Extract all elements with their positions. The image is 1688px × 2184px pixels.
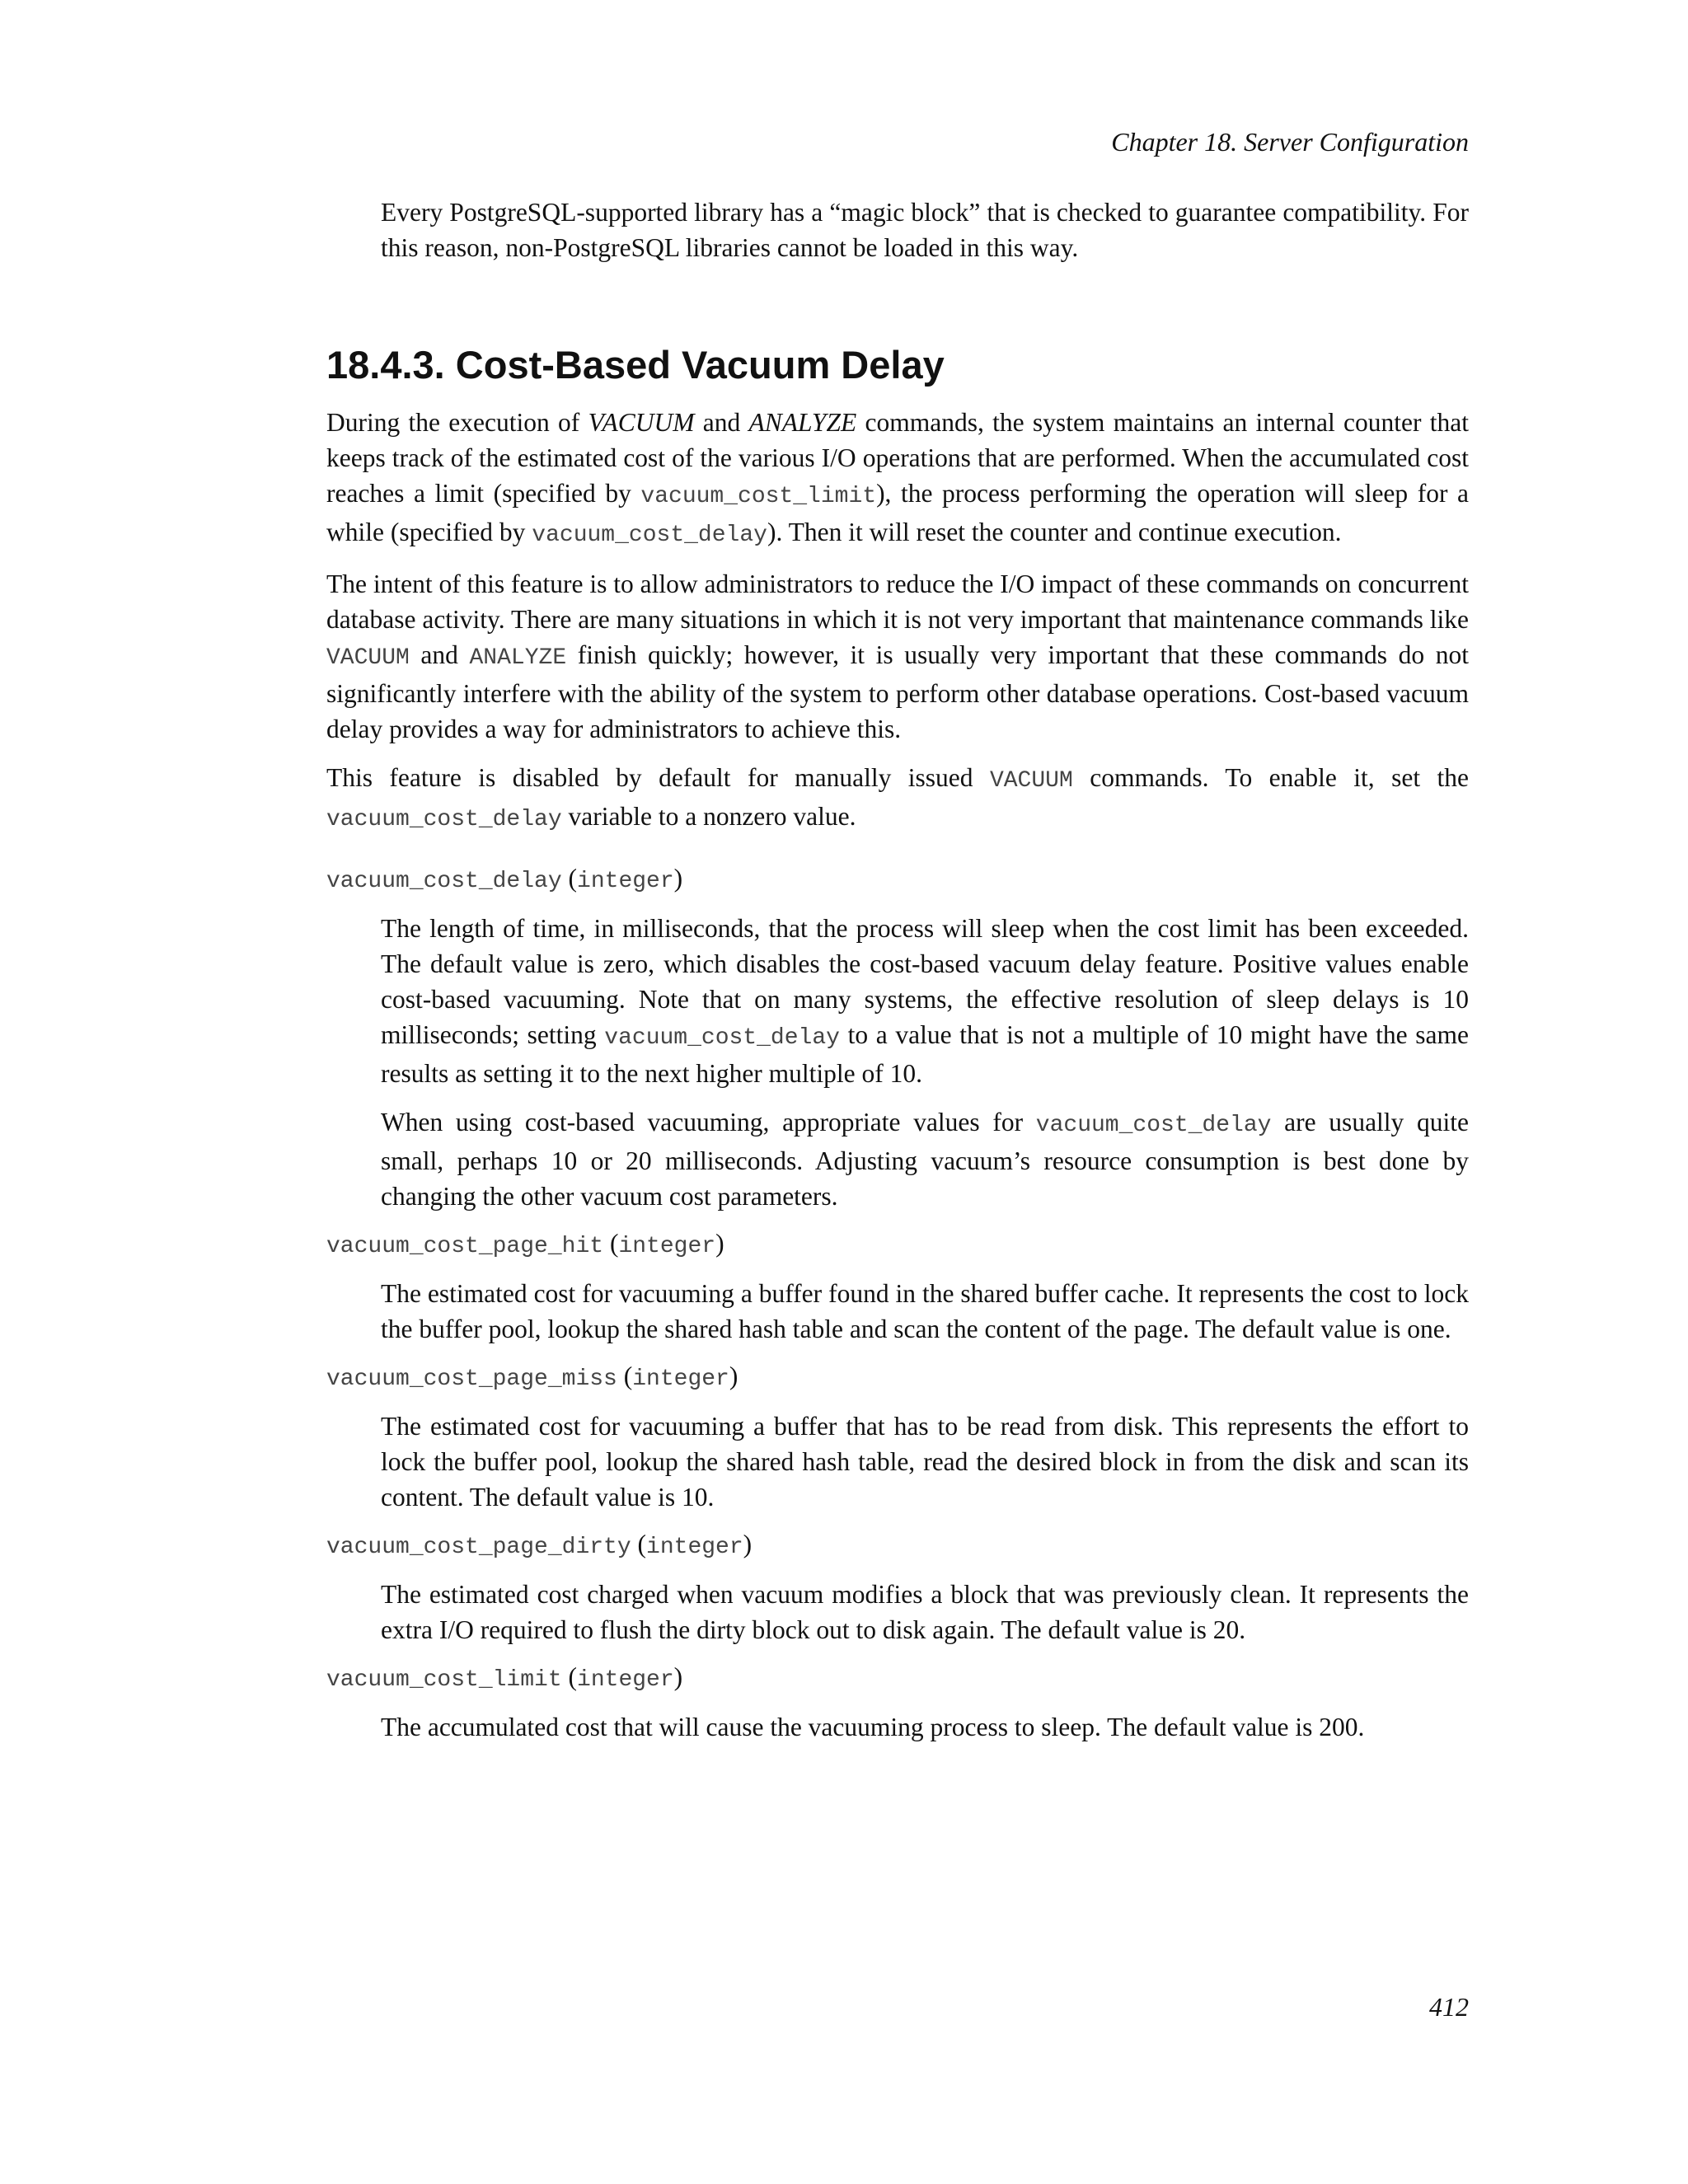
vacuum-cost-delay-code: vacuum_cost_delay: [326, 807, 562, 832]
vacuum-code: VACUUM: [989, 768, 1073, 794]
param-term-vacuum-cost-page-miss: vacuum_cost_page_miss (integer): [326, 1361, 738, 1392]
param-type: integer: [618, 1234, 716, 1259]
param-term-vacuum-cost-delay: vacuum_cost_delay (integer): [326, 864, 683, 894]
param-description-vacuum-cost-page-dirty: The estimated cost charged when vacuum modifies a block that was previously clean. It represents the extra I/O required to flush the dirty block out to disk again. The default value is 20.: [381, 1580, 1469, 1644]
vacuum-code: VACUUM: [326, 645, 410, 671]
param-term-vacuum-cost-page-hit: vacuum_cost_page_hit (integer): [326, 1229, 724, 1259]
page-number: 412: [1429, 1992, 1469, 2022]
section-paragraph-3: This feature is disabled by default for manually issued VACUUM commands. To enable it, set the vacuum_cost_delay variable to a nonzero value.: [326, 763, 1469, 832]
param-description-vacuum-cost-page-hit: The estimated cost for vacuuming a buffer found in the shared buffer cache. It represents the cost to lock the buffer pool, lookup the shared hash table and scan the content of the page. The default value is one.: [381, 1279, 1469, 1343]
section-paragraph-2: The intent of this feature is to allow administrators to reduce the I/O impact of these commands on concurrent database activity. There are many situations in which it is not very important that maintenance commands like VACUUM and ANALYZE finish quickly; however, it is usually very important that these commands do not significantly interfere with the ability of the system to perform other database operations. Cost-based vacuum delay provides a way for administrators to achieve this.: [326, 569, 1469, 743]
vacuum-cost-delay-code: vacuum_cost_delay: [532, 523, 767, 548]
param-type: integer: [577, 1667, 674, 1693]
param-description-vacuum-cost-delay-1: The length of time, in milliseconds, that the process will sleep when the cost limit has been exceeded. The default value is zero, which disables the cost-based vacuum delay feature. Positive values enable cost-based vacuuming. Note that on many systems, the effective resolution of sleep delays is 10 milliseconds; setting vacuum_cost_delay to a value that is not a multiple of 10 might have the same results as setting it to the next higher multiple of 10.: [381, 914, 1469, 1088]
param-name: vacuum_cost_delay: [326, 869, 562, 894]
running-header: Chapter 18. Server Configuration: [1111, 127, 1469, 157]
param-description-vacuum-cost-delay-2: When using cost-based vacuuming, appropriate values for vacuum_cost_delay are usually quite small, perhaps 10 or 20 milliseconds. Adjusting vacuum’s resource consumption is best done by changing the other vacuum cost parameters.: [381, 1108, 1469, 1211]
param-term-vacuum-cost-page-dirty: vacuum_cost_page_dirty (integer): [326, 1530, 753, 1560]
intro-paragraph: Every PostgreSQL-supported library has a “magic block” that is checked to guarantee compatibility. For this reason, non-PostgreSQL libraries cannot be loaded in this way.: [381, 198, 1469, 262]
section-title: 18.4.3. Cost-Based Vacuum Delay: [326, 343, 945, 387]
param-name: vacuum_cost_page_dirty: [326, 1535, 631, 1560]
param-description-vacuum-cost-limit: The accumulated cost that will cause the vacuuming process to sleep. The default value is 200.: [381, 1713, 1365, 1741]
param-type: integer: [646, 1535, 743, 1560]
vacuum-cost-delay-code: vacuum_cost_delay: [604, 1025, 840, 1051]
page-content: [326, 194, 1469, 1745]
param-term-vacuum-cost-limit: vacuum_cost_limit (integer): [326, 1662, 683, 1693]
section-paragraph-1: During the execution of VACUUM and ANALYZE commands, the system maintains an internal counter that keeps track of the estimated cost of the various I/O operations that are performed. When the accumulated cost reaches a limit (specified by vacuum_cost_limit), the process performing the operation will sleep for a while (specified by vacuum_cost_delay). Then it will reset the counter and continue execution.: [326, 408, 1469, 548]
vacuum-command-emphasis: VACUUM: [588, 408, 695, 437]
vacuum-cost-delay-code: vacuum_cost_delay: [1035, 1113, 1272, 1138]
analyze-code: ANALYZE: [469, 645, 567, 671]
param-name: vacuum_cost_page_hit: [326, 1234, 604, 1259]
param-type: integer: [632, 1366, 729, 1392]
param-type: integer: [577, 869, 674, 894]
param-description-vacuum-cost-page-miss: The estimated cost for vacuuming a buffer that has to be read from disk. This represents the effort to lock the buffer pool, lookup the shared hash table, read the desired block in from the disk and scan its content. The default value is 10.: [381, 1412, 1469, 1511]
analyze-command-emphasis: ANALYZE: [748, 408, 857, 437]
vacuum-cost-limit-code: vacuum_cost_limit: [640, 484, 877, 509]
param-name: vacuum_cost_limit: [326, 1667, 562, 1693]
param-name: vacuum_cost_page_miss: [326, 1366, 617, 1392]
